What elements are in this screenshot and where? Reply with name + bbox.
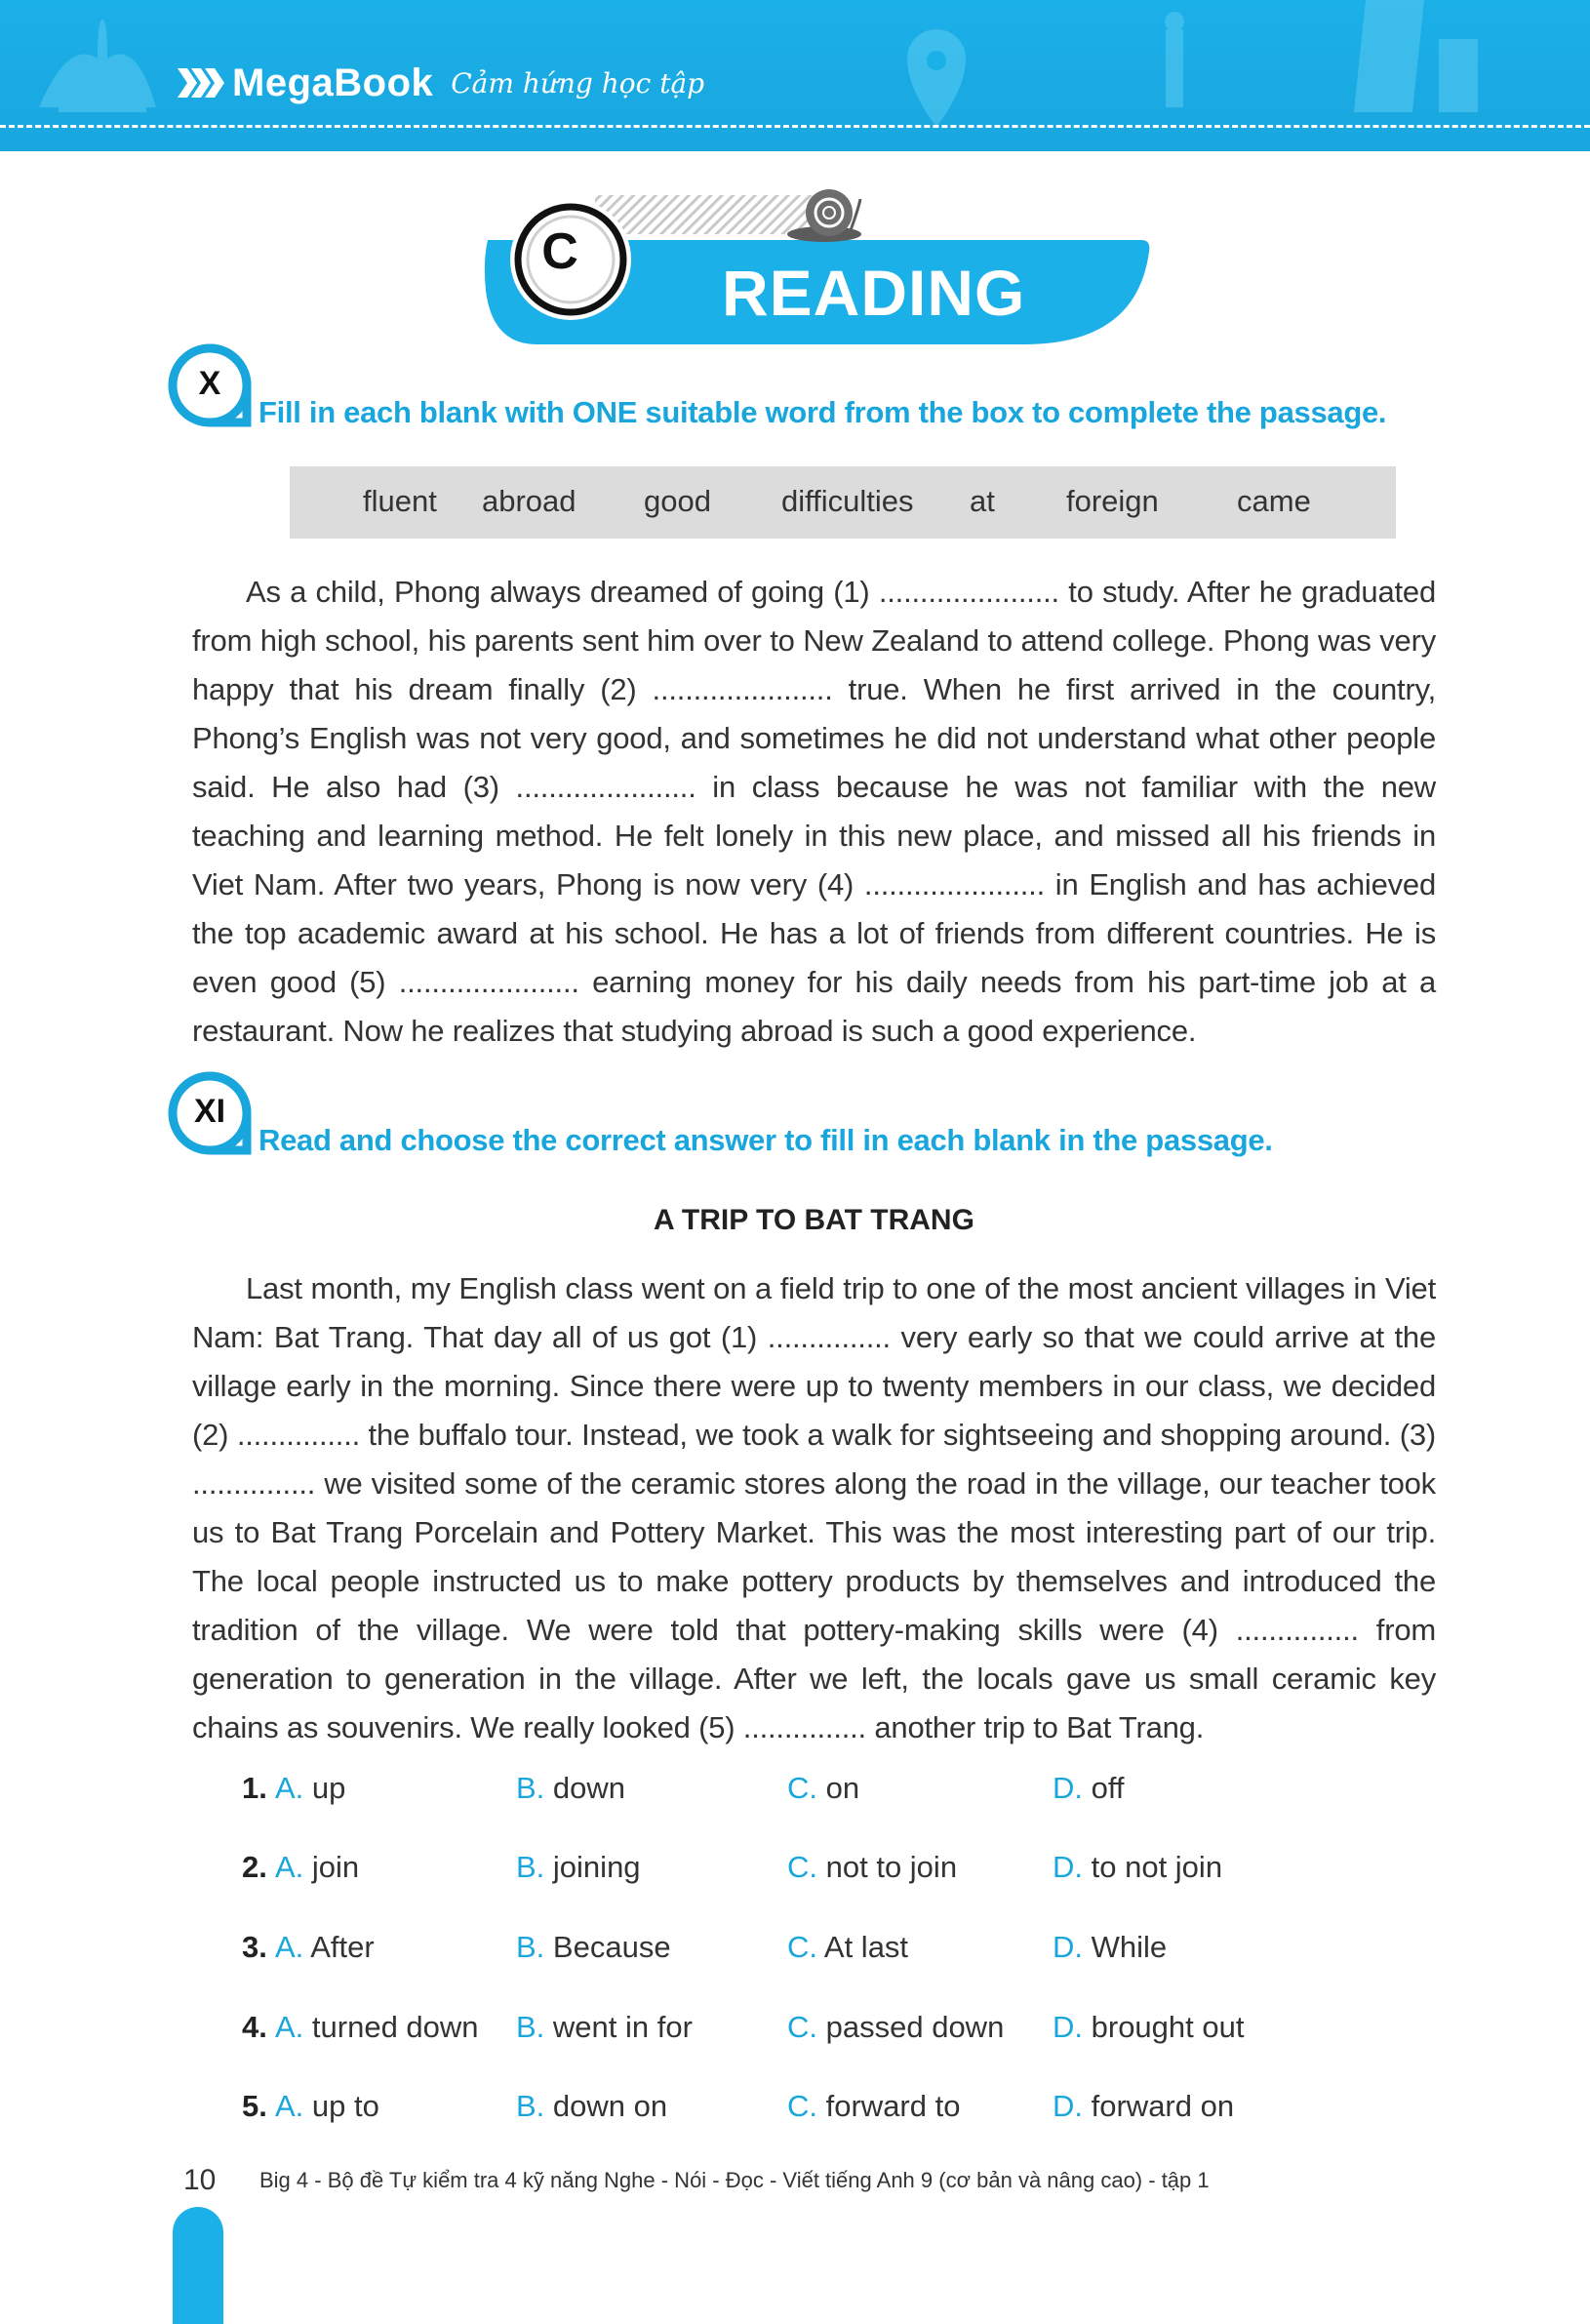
option-b[interactable]: B. down [516,1771,626,1805]
megabook-logo-icon [176,66,224,100]
word-box [290,466,1396,539]
word-box-item: difficulties [781,484,914,518]
question-number: 1. [242,1771,267,1805]
option-b[interactable]: B. joining [516,1850,641,1884]
option-d[interactable]: D. brought out [1053,2010,1245,2044]
option-a[interactable]: A. turned down [275,2010,479,2044]
passage-x [192,568,1436,1056]
brand-logo [176,59,704,107]
option-c[interactable]: C. At last [787,1930,909,1964]
option-d[interactable]: D. While [1053,1930,1168,1964]
page-header [0,0,1590,151]
option-b[interactable]: B. went in for [516,2010,693,2044]
option-c[interactable]: C. not to join [787,1850,958,1884]
question-number: 5. [242,2089,267,2123]
word-box-item: came [1237,484,1311,518]
exercise-xi-instruction: Read and choose the correct answer to fill in each blank in the passage. [258,1123,1273,1157]
brand-tagline: Cảm hứng học tập [451,66,705,100]
header-dashed-line [0,125,1590,128]
section-title: READING [722,257,1026,329]
option-c[interactable]: C. on [787,1771,860,1805]
word-box-item: at [970,484,995,518]
option-a[interactable]: A. up to [275,2089,379,2123]
page-number: 10 [183,2164,217,2196]
word-box-item: fluent [363,484,437,518]
passage-xi [192,1264,1436,1752]
word-box-item: foreign [1066,484,1159,518]
option-a[interactable]: A. After [275,1930,375,1964]
exercise-x-number: X [198,365,221,402]
option-a[interactable]: A. up [275,1771,346,1805]
option-d[interactable]: D. off [1053,1771,1125,1805]
footer-tab [173,2207,223,2324]
word-box-item: good [644,484,711,518]
option-d[interactable]: D. forward on [1053,2089,1235,2123]
exercise-xi-number: XI [193,1093,226,1130]
option-b[interactable]: B. Because [516,1930,671,1964]
brand-name: MegaBook [232,60,434,104]
option-d[interactable]: D. to not join [1053,1850,1223,1884]
option-b[interactable]: B. down on [516,2089,668,2123]
option-c[interactable]: C. passed down [787,2010,1005,2044]
passage-x-text: As a child, Phong always dreamed of going (1) ...................... to study. After he graduated from high school, his parents sent him over to New Zealand to attend college. Phong was very happy that his dream finally (2) ...................... true. When he first arrived in the country, Phong’s English was not very good, and sometimes he did not understand what other people said. He also had (3) ...................... in class because he was not familiar with the new teaching and learning method. He felt lonely in this new place, and missed all his friends in Viet Nam. After two years, Phong is now very (4) ...................... in English and has achieved the top academic award at his school. He has a lot of friends from different countries. He is even good (5) ...................... earning money for his daily needs from his part-time job at a restaurant. Now he realizes that studying abroad is such a good experience. [192,575,1436,1048]
exercise-x-instruction: Fill in each blank with ONE suitable word from the box to complete the passage. [258,395,1387,429]
passage-xi-title: A TRIP TO BAT TRANG [654,1204,974,1236]
word-box-item: abroad [482,484,576,518]
question-number: 3. [242,1930,267,1964]
option-a[interactable]: A. join [275,1850,360,1884]
footer-book-title: Big 4 - Bộ đề Tự kiểm tra 4 kỹ năng Nghe - Nói - Đọc - Viết tiếng Anh 9 (cơ bản và nâng cao) - tập 1 [259,2168,1210,2192]
passage-xi-text: Last month, my English class went on a field trip to one of the most ancient villages in Viet Nam: Bat Trang. That day all of us got (1) ............... very early so that we could arrive at the village early in the morning. Since there were up to twenty members in our class, we decided (2) ............... the buffalo tour. Instead, we took a walk for sightseeing and shopping around. (3) ............... we visited some of the ceramic stores along the road in the village, our teacher took us to Bat Trang Porcelain and Pottery Market. This was the most interesting part of our trip. The local people instructed us to make pottery products by themselves and introduced the tradition of the village. We were told that pottery-making skills were (4) ............... from generation to generation in the village. After we left, the locals gave us small ceramic key chains as souvenirs. We really looked (5) ............... another trip to Bat Trang. [192,1271,1436,1744]
option-c[interactable]: C. forward to [787,2089,961,2123]
section-letter: C [541,223,578,280]
question-number: 2. [242,1850,267,1884]
question-number: 4. [242,2010,267,2044]
